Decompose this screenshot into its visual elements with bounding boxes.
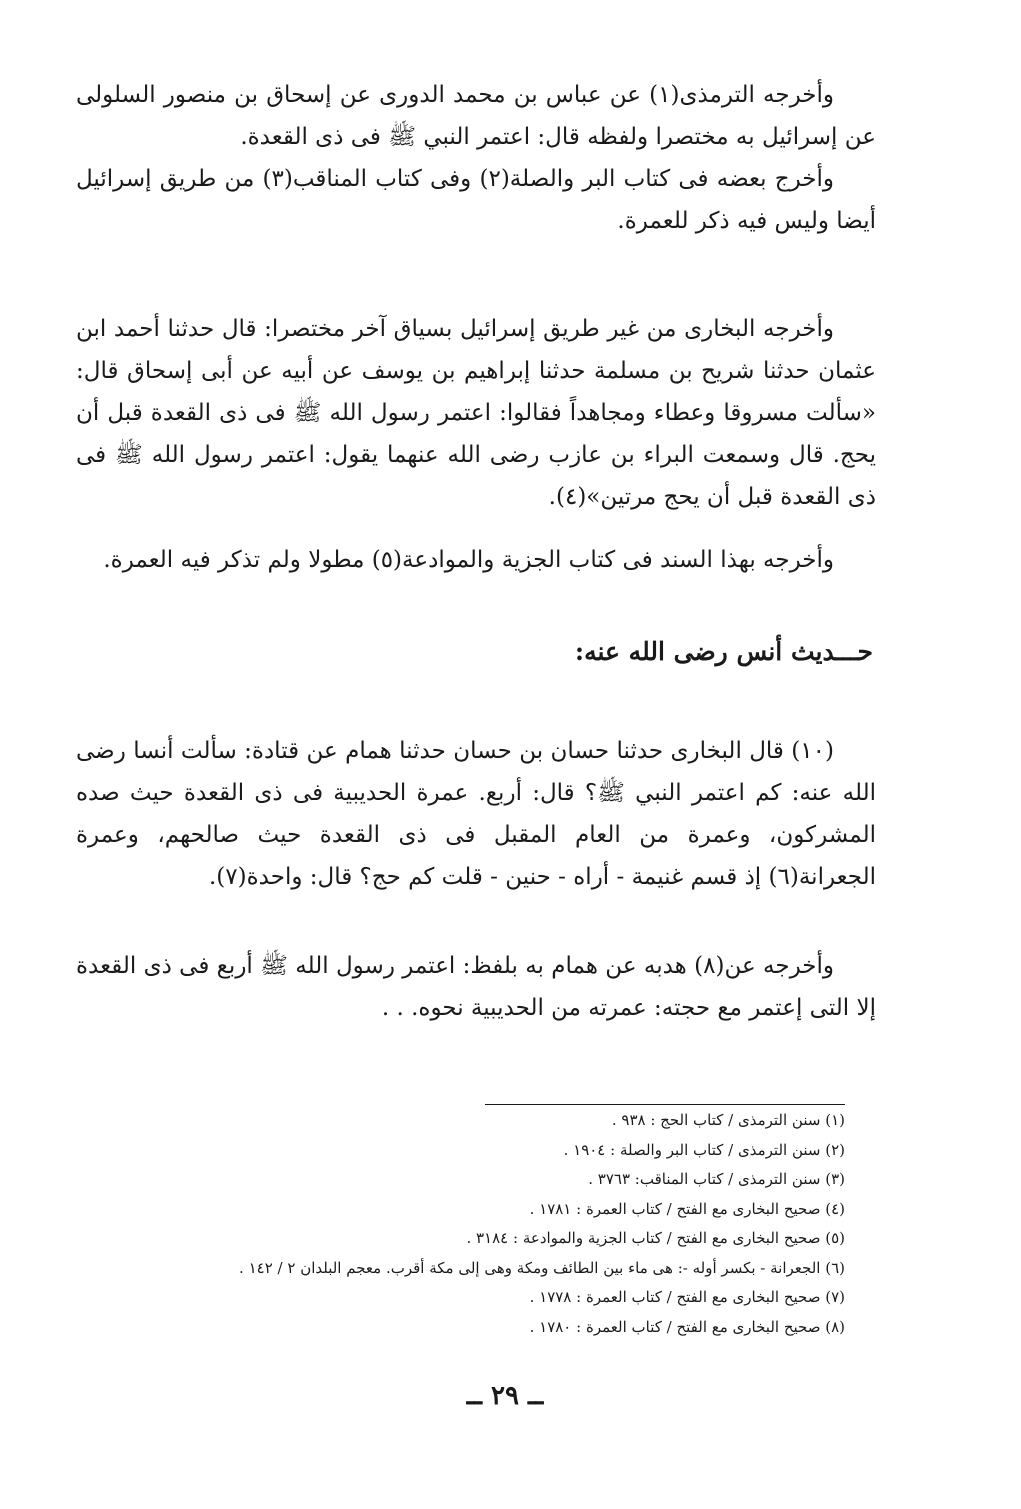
paragraph-bukhari-chain: وأخرجه البخارى من غير طريق إسرائيل بسياق آخر مختصرا: قال حدثنا أحمد ابن عثمان حدثنا شريح بن مسلمة حدثنا إبراهيم بن يوسف عن أبيه عن أبى إسحاق قال: «سألت مسروقا وعطاء ومجاهداً فقالوا: اعتمر رسول الله ﷺ فى ذى القعدة قبل أن يحج. قال وسمعت البراء بن عازب رضى الله عنهما يقول: اعتمر رسول الله ﷺ فى ذى القعدة قبل أن يحج مرتين»(٤). — [76, 316, 876, 510]
footnotes-list — [145, 1106, 845, 1342]
section-heading: حـــديث أنس رضى الله عنه: — [574, 637, 873, 666]
footnote-item: (٣) سنن الترمذى / كتاب المناقب: ٣٧٦٣ . — [588, 1170, 845, 1188]
paragraph-jizyah: وأخرجه بهذا السند فى كتاب الجزية والموادعة(٥) مطولا ولم تذكر فيه العمرة. — [103, 547, 834, 573]
footnote-item: (٤) صحيح البخارى مع الفتح / كتاب العمرة : ١٧٨١ . — [529, 1199, 845, 1218]
footnote-separator — [485, 1104, 845, 1105]
footnote-item: (٧) صحيح البخارى مع الفتح / كتاب العمرة : ١٧٧٨ . — [529, 1288, 845, 1306]
paragraph-birr-wa-silah: وأخرج بعضه فى كتاب البر والصلة(٢) وفى كتاب المناقب(٣) من طريق إسرائيل أيضا وليس فيه ذكر للعمرة. — [76, 166, 876, 234]
page-number: ــ ٢٩ ــ — [466, 1381, 544, 1411]
paragraph-tirmidhi: وأخرجه الترمذى(١) عن عباس بن محمد الدورى عن إسحاق بن منصور السلولى عن إسرائيل به مختصرا ولفظه قال: اعتمر النبي ﷺ فى ذى القعدة. — [76, 82, 876, 150]
footnote-item: (٦) الجعرانة - بكسر أوله -: هى ماء بين الطائف ومكة وهى إلى مكة أقرب. معجم البلدان ٢ / ١٤٢ . — [239, 1258, 845, 1277]
paragraph-hudbah: وأخرجه عن(٨) هدبه عن همام به بلفظ: اعتمر رسول الله ﷺ أربع فى ذى القعدة إلا التى إعتمر مع حجته: عمرته من الحديبية نحوه. . . — [76, 953, 876, 1021]
footnote-item: (٨) صحيح البخارى مع الفتح / كتاب العمرة : ١٧٨٠ . — [529, 1317, 845, 1336]
paragraph-hadith-anas: (١٠) قال البخارى حدثنا حسان بن حسان حدثنا همام عن قتادة: سألت أنسا رضى الله عنه: كم اعتمر النبي ﷺ؟ قال: أربع. عمرة الحديبية فى ذى القعدة حيث صده المشركون، وعمرة من العام المقبل فى ذى القعدة حيث صالحهم، وعمرة الجعرانة(٦) إذ قسم غنيمة - أراه - حنين - قلت كم حج؟ قال: واحدة(٧). — [76, 738, 876, 890]
footnote-item: (٥) صحيح البخارى مع الفتح / كتاب الجزية والموادعة : ٣١٨٤ . — [466, 1229, 845, 1247]
footnote-item: (١) سنن الترمذى / كتاب الحج : ٩٣٨ . — [611, 1111, 845, 1129]
footnote-item: (٢) سنن الترمذى / كتاب البر والصلة : ١٩٠٤ . — [563, 1140, 845, 1159]
